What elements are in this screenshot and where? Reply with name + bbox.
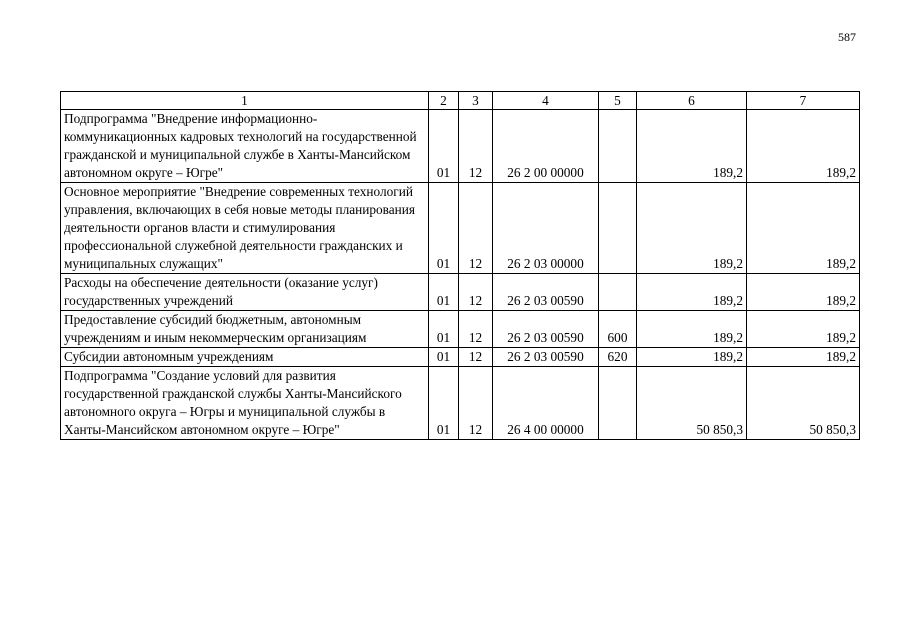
cell-amount-7: 189,2 xyxy=(747,274,860,311)
cell-expense-type xyxy=(599,274,637,311)
column-header-6: 6 xyxy=(637,92,747,110)
cell-amount-6: 189,2 xyxy=(637,110,747,183)
cell-expense-type: 600 xyxy=(599,311,637,348)
cell-subsection: 12 xyxy=(459,274,493,311)
row-name: Подпрограмма "Внедрение информационно-коммуникационных кадровых технологий на государственной гражданской и муниципальной службе в Ханты-Мансийском автономном округе – Югре" xyxy=(61,110,429,183)
cell-section: 01 xyxy=(429,274,459,311)
row-name: Основное мероприятие "Внедрение современных технологий управления, включающих в себя новые методы планирования деятельности органов власти и стимулирования профессиональной служебной деятельности гражданских и муниципальных служащих" xyxy=(61,183,429,274)
row-name: Предоставление субсидий бюджетным, автономным учреждениям и иным некоммерческим организациям xyxy=(61,311,429,348)
cell-target-code: 26 4 00 00000 xyxy=(493,367,599,440)
cell-amount-6: 189,2 xyxy=(637,348,747,367)
cell-section: 01 xyxy=(429,311,459,348)
table-row xyxy=(61,274,860,311)
column-header-4: 4 xyxy=(493,92,599,110)
cell-target-code: 26 2 03 00590 xyxy=(493,348,599,367)
cell-subsection: 12 xyxy=(459,367,493,440)
cell-target-code: 26 2 00 00000 xyxy=(493,110,599,183)
column-header-3: 3 xyxy=(459,92,493,110)
cell-expense-type: 620 xyxy=(599,348,637,367)
row-name: Подпрограмма "Создание условий для развития государственной гражданской службы Ханты-Мансийского автономного округа – Югры и муниципальной службы в Ханты-Мансийском автономном округе – Югре" xyxy=(61,367,429,440)
cell-expense-type xyxy=(599,367,637,440)
column-header-2: 2 xyxy=(429,92,459,110)
cell-amount-7: 189,2 xyxy=(747,348,860,367)
page-number: 587 xyxy=(838,30,856,44)
cell-amount-7: 189,2 xyxy=(747,110,860,183)
cell-target-code: 26 2 03 00000 xyxy=(493,183,599,274)
cell-section: 01 xyxy=(429,110,459,183)
cell-section: 01 xyxy=(429,348,459,367)
cell-amount-6: 189,2 xyxy=(637,183,747,274)
budget-table xyxy=(60,91,860,440)
cell-expense-type xyxy=(599,183,637,274)
table-header-row xyxy=(61,92,860,110)
row-name: Субсидии автономным учреждениям xyxy=(61,348,429,367)
cell-target-code: 26 2 03 00590 xyxy=(493,311,599,348)
cell-amount-6: 189,2 xyxy=(637,311,747,348)
cell-subsection: 12 xyxy=(459,183,493,274)
table-row xyxy=(61,367,860,440)
table-row xyxy=(61,311,860,348)
cell-subsection: 12 xyxy=(459,348,493,367)
row-name: Расходы на обеспечение деятельности (оказание услуг) государственных учреждений xyxy=(61,274,429,311)
cell-amount-6: 189,2 xyxy=(637,274,747,311)
column-header-7: 7 xyxy=(747,92,860,110)
cell-section: 01 xyxy=(429,183,459,274)
cell-amount-7: 50 850,3 xyxy=(747,367,860,440)
column-header-1: 1 xyxy=(61,92,429,110)
cell-subsection: 12 xyxy=(459,110,493,183)
cell-subsection: 12 xyxy=(459,311,493,348)
cell-expense-type xyxy=(599,110,637,183)
table-row xyxy=(61,110,860,183)
cell-amount-7: 189,2 xyxy=(747,311,860,348)
table-row xyxy=(61,183,860,274)
cell-amount-7: 189,2 xyxy=(747,183,860,274)
table-row xyxy=(61,348,860,367)
cell-target-code: 26 2 03 00590 xyxy=(493,274,599,311)
cell-section: 01 xyxy=(429,367,459,440)
column-header-5: 5 xyxy=(599,92,637,110)
cell-amount-6: 50 850,3 xyxy=(637,367,747,440)
